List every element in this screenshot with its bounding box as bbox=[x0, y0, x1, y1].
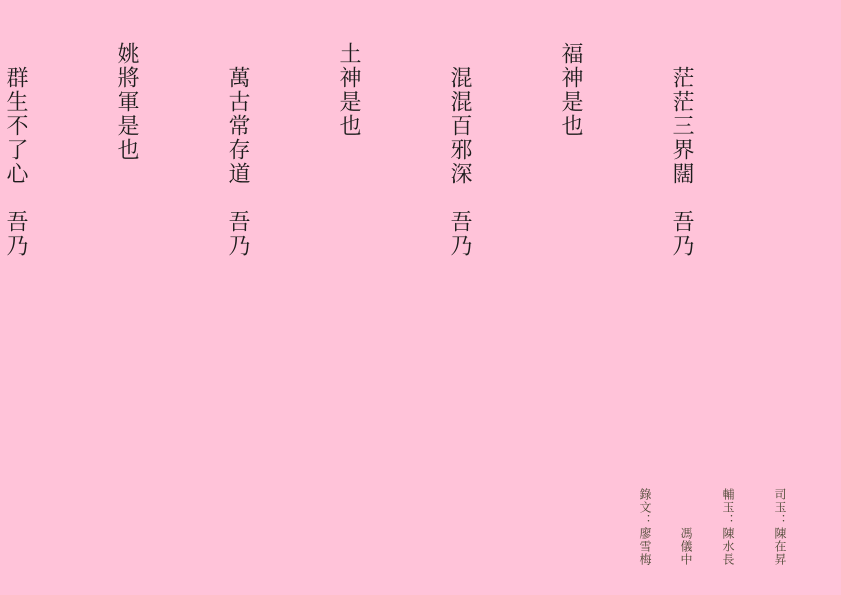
doc-line: 福神是也 bbox=[559, 42, 584, 138]
doc-line: 茫茫三界闊 吾乃 bbox=[670, 42, 695, 258]
signature-line: 司玉：陳在昇 bbox=[773, 488, 787, 566]
doc-line: 混混百邪深 吾乃 bbox=[448, 42, 473, 258]
signature-block bbox=[610, 488, 812, 576]
doc-line: 姚將軍是也 bbox=[115, 42, 140, 162]
signature-line: 輔玉：陳水長 bbox=[721, 488, 735, 566]
doc-line: 群生不了心 吾乃 bbox=[4, 42, 29, 258]
doc-line: 萬古常存道 吾乃 bbox=[226, 42, 251, 258]
doc-line: 土神是也 bbox=[337, 42, 362, 138]
signature-line: 錄文：廖雪梅 bbox=[638, 488, 652, 566]
signature-line: 馮儀中 bbox=[679, 488, 693, 566]
